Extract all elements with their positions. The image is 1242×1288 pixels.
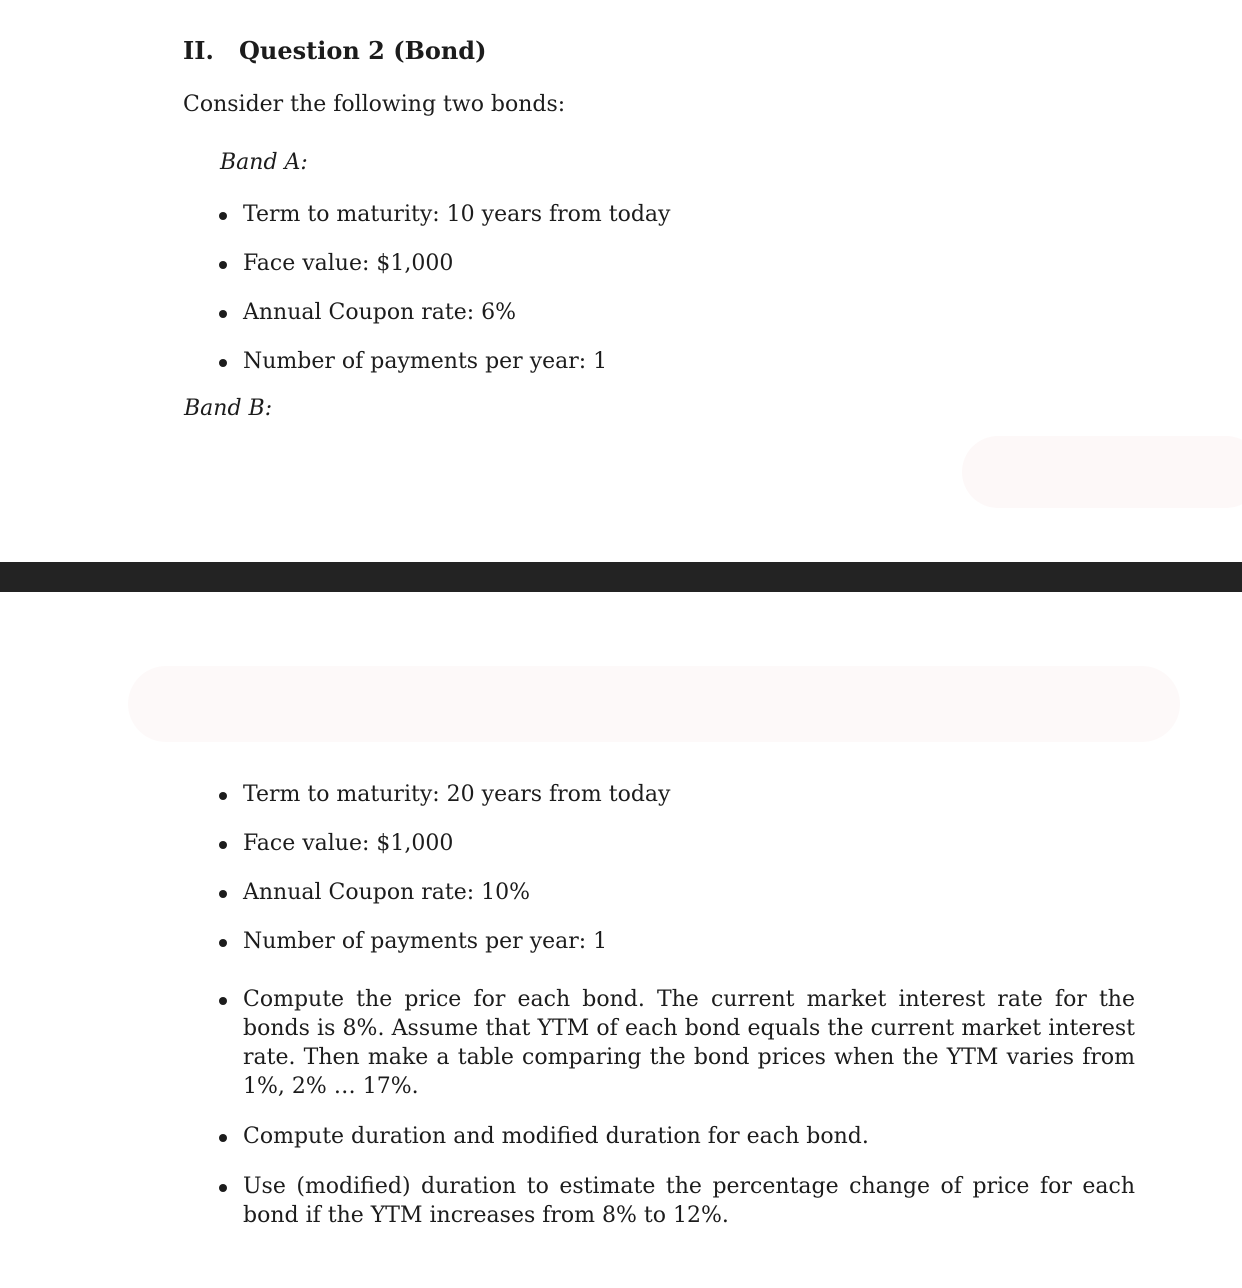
redaction-smudge (128, 666, 1180, 742)
list-item: Face value: $1,000 (215, 829, 670, 858)
list-item: Number of payments per year: 1 (215, 927, 670, 956)
bullet-icon (219, 1134, 227, 1142)
bullet-icon (219, 841, 227, 849)
bond-b-label: Band B: (184, 396, 273, 421)
bullet-icon (219, 792, 227, 800)
question-number: II. (183, 36, 214, 65)
list-item: Annual Coupon rate: 6% (215, 298, 670, 327)
bullet-icon (219, 890, 227, 898)
task-list (215, 985, 1135, 1251)
bullet-icon (219, 212, 227, 220)
list-item: Term to maturity: 10 years from today (215, 200, 670, 229)
bullet-icon (219, 1184, 227, 1192)
list-item: Term to maturity: 20 years from today (215, 780, 670, 809)
question-title: Question 2 (Bond) (239, 36, 487, 65)
bond-a-label: Band A: (220, 150, 308, 175)
question-intro: Consider the following two bonds: (183, 92, 566, 117)
screenshot-divider (0, 562, 1242, 592)
bond-b-list (215, 780, 670, 976)
redaction-smudge (962, 436, 1242, 508)
list-item: Number of payments per year: 1 (215, 347, 670, 376)
bond-a-list (215, 200, 670, 396)
list-item: Face value: $1,000 (215, 249, 670, 278)
task-item: Use (modified) duration to estimate the percentage change of price for each bond if the YTM increases from 8% to 12%. (215, 1172, 1135, 1230)
bullet-icon (219, 261, 227, 269)
bullet-icon (219, 310, 227, 318)
bullet-icon (219, 997, 227, 1005)
list-item: Annual Coupon rate: 10% (215, 878, 670, 907)
question-heading (183, 36, 486, 65)
task-item: Compute duration and modified duration for each bond. (215, 1122, 1135, 1151)
bullet-icon (219, 939, 227, 947)
bullet-icon (219, 359, 227, 367)
task-item: Compute the price for each bond. The current market interest rate for the bonds is 8%. Assume that YTM of each bond equals the current market interest rate. Then make a table comparing the bond prices when the YTM varies from 1%, 2% … 17%. (215, 985, 1135, 1101)
